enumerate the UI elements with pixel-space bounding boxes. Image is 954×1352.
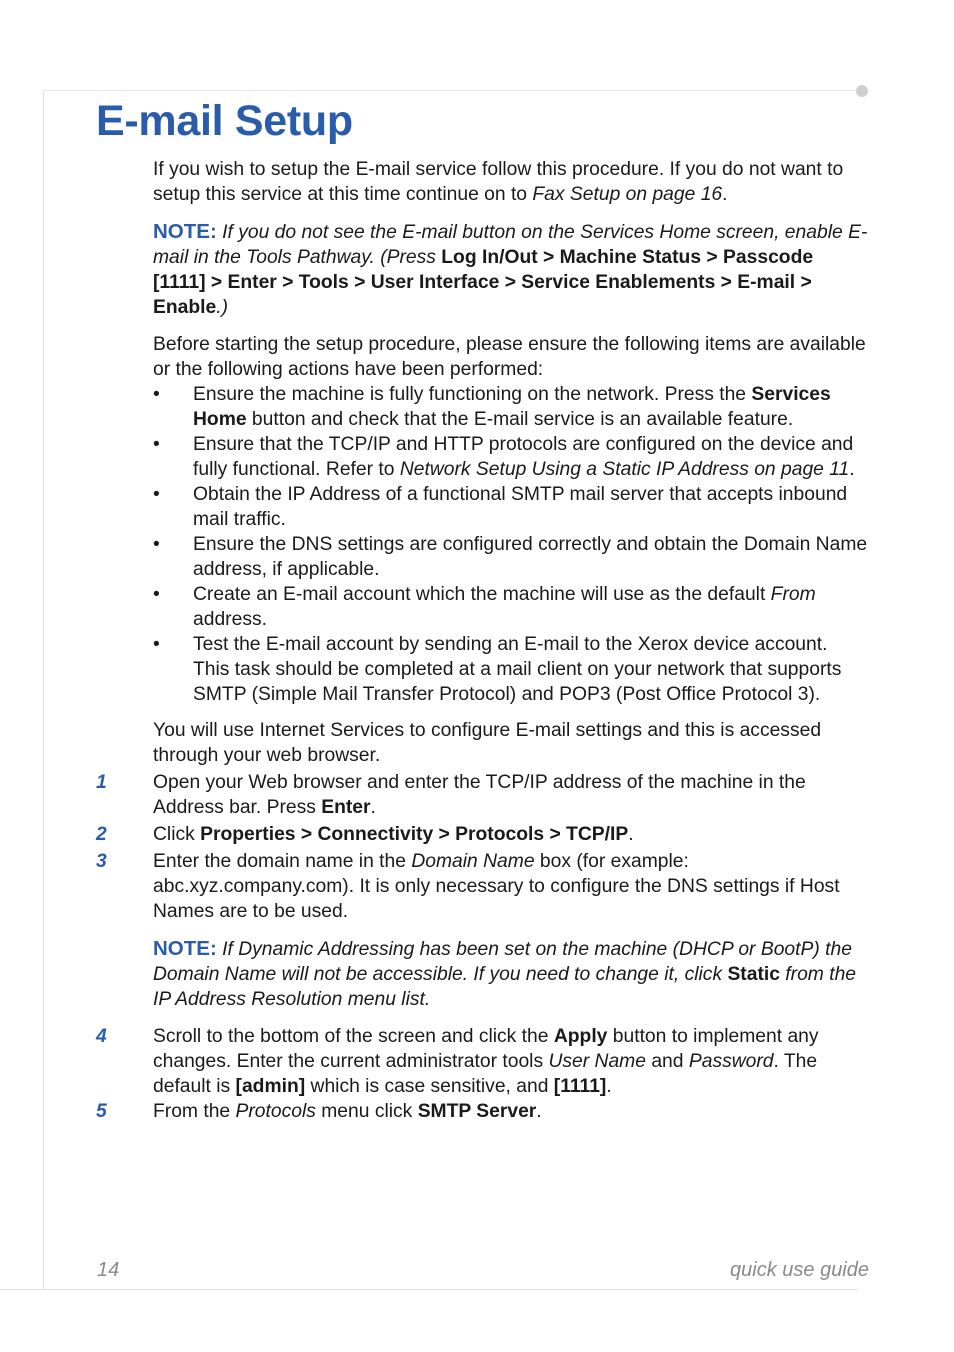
footer-rule bbox=[0, 1289, 858, 1290]
note-email-button: NOTE: If you do not see the E-mail button on the Services Home screen, enable E-mail in the Tools Pathway. (Press Log In/Out > Machine Status > Passcode [1111] > Enter > Tools > User Interface > Service Enablements > E-mail > Enable.) bbox=[153, 220, 868, 318]
bullet-icon: • bbox=[153, 584, 160, 605]
list-item: • Ensure that the TCP/IP and HTTP protocols are configured on the device and fully functional. Refer to Network Setup Using a Static IP Address on page 11. bbox=[153, 434, 855, 480]
step-3: 3 Enter the domain name in the Domain Name box (for example: abc.xyz.company.com). It is only necessary to configure the DNS settings if Host Names are to be used. bbox=[96, 851, 840, 922]
step-number: 4 bbox=[96, 1026, 107, 1047]
bullet-icon: • bbox=[153, 384, 160, 405]
intro-reference: Fax Setup on page 16 bbox=[532, 184, 723, 205]
note-label: NOTE: bbox=[153, 220, 217, 243]
intro-paragraph: If you wish to setup the E-mail service follow this procedure. If you do not want to setup this service at this time continue on to Fax Setup on page 16. bbox=[153, 159, 844, 205]
step-number: 5 bbox=[96, 1101, 107, 1122]
guide-name: quick use guide bbox=[730, 1259, 869, 1281]
page-body bbox=[96, 157, 868, 1124]
step-2: 2 Click Properties > Connectivity > Protocols > TCP/IP. bbox=[96, 824, 634, 845]
bullet-icon: • bbox=[153, 434, 160, 455]
header-dot bbox=[856, 85, 868, 97]
step-4: 4 Scroll to the bottom of the screen and click the Apply button to implement any changes. Enter the current administrator tools User Name and Password. The default is [admin] which is case sensitive, and [1111]. bbox=[96, 1026, 819, 1097]
list-item: • Test the E-mail account by sending an E-mail to the Xerox device account. This task should be completed at a mail client on your network that supports SMTP (Simple Mail Transfer Protocol) and POP3 (Post Office Protocol 3). bbox=[153, 634, 842, 705]
note-path: Log In/Out > Machine Status > Passcode [1111] > Enter > Tools > User Interface > Service Enablements > E-mail > Enable bbox=[153, 247, 814, 318]
step-number: 3 bbox=[96, 851, 107, 872]
before-paragraph: Before starting the setup procedure, please ensure the following items are available or the following actions have been performed: bbox=[153, 334, 866, 380]
list-item: • Create an E-mail account which the machine will use as the default From address. bbox=[153, 584, 816, 630]
bullet-icon: • bbox=[153, 534, 160, 555]
bullet-icon: • bbox=[153, 634, 160, 655]
step-number: 1 bbox=[96, 772, 107, 793]
step-number: 2 bbox=[96, 824, 107, 845]
list-item: • Obtain the IP Address of a functional SMTP mail server that accepts inbound mail traffic. bbox=[153, 484, 848, 530]
internet-services-paragraph: You will use Internet Services to configure E-mail settings and this is accessed through your web browser. bbox=[153, 720, 822, 766]
step-5: 5 From the Protocols menu click SMTP Server. bbox=[96, 1101, 542, 1122]
list-item: • Ensure the machine is fully functioning on the network. Press the Services Home button and check that the E-mail service is an available feature. bbox=[153, 384, 831, 430]
prerequisite-list bbox=[153, 382, 868, 707]
note-label: NOTE: bbox=[153, 937, 217, 960]
header-rule bbox=[43, 90, 860, 91]
list-item: • Ensure the DNS settings are configured correctly and obtain the Domain Name address, if applicable. bbox=[153, 534, 868, 580]
step-1: 1 Open your Web browser and enter the TCP/IP address of the machine in the Address bar. Press Enter. bbox=[96, 772, 806, 818]
note-dynamic-addressing: NOTE: If Dynamic Addressing has been set on the machine (DHCP or BootP) the Domain Name will not be accessible. If you need to change it, click Static from the IP Address Resolution menu list. bbox=[153, 937, 857, 1010]
page-title: E-mail Setup bbox=[96, 97, 353, 145]
bullet-icon: • bbox=[153, 484, 160, 505]
page-number: 14 bbox=[97, 1259, 120, 1281]
left-margin-rule bbox=[43, 90, 44, 1290]
